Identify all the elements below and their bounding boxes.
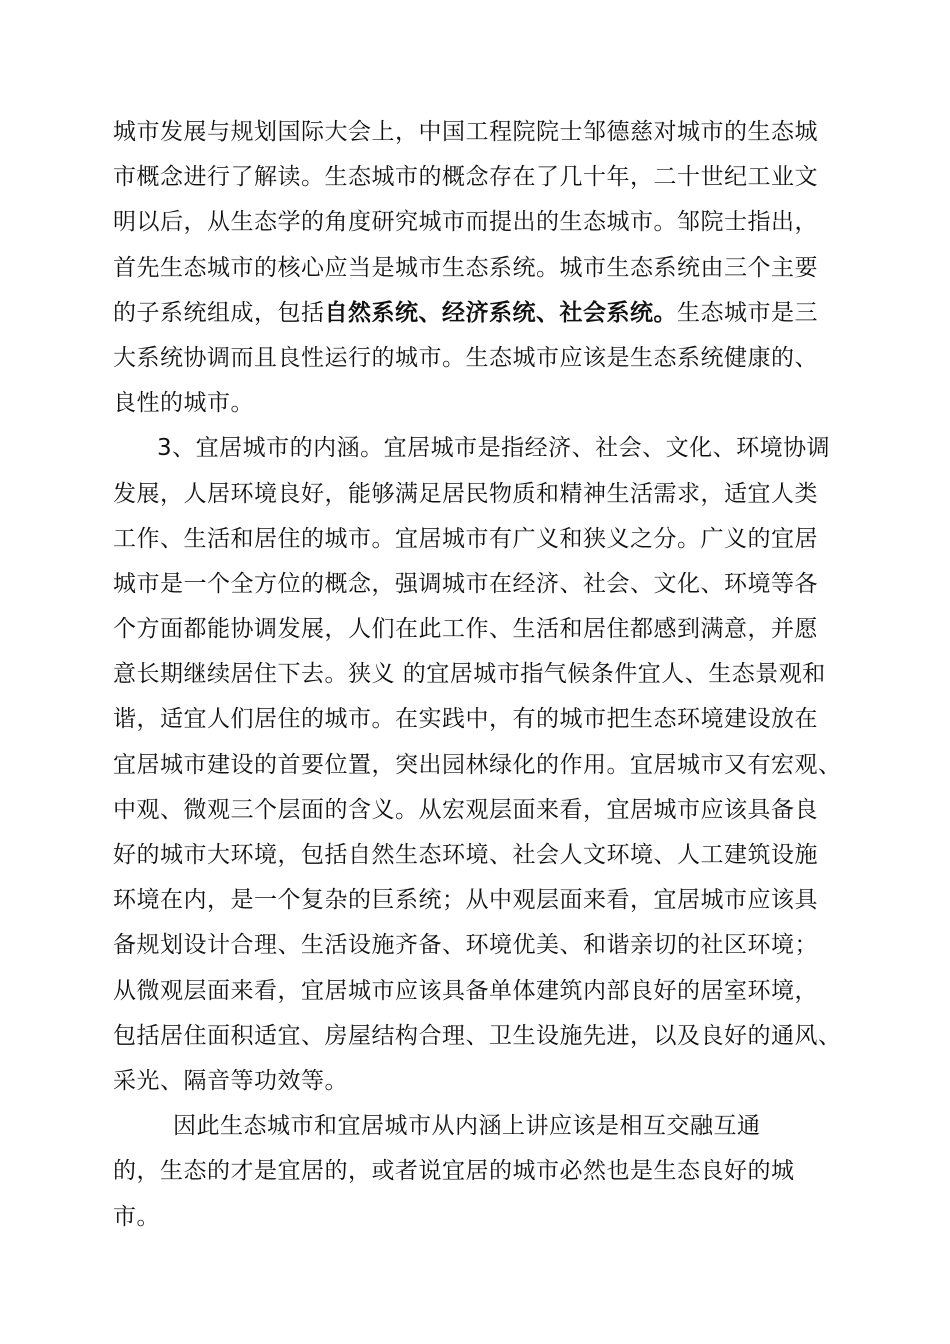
document-body xyxy=(113,110,843,1240)
text-line: 大系统协调而且良性运行的城市。生态城市应该是生态系统健康的、 xyxy=(113,344,818,371)
text-line: 意长期继续居住下去。狭义 的宜居城市指气候条件宜人、生态景观和 xyxy=(113,661,826,688)
text-segment: 的子系统组成，包括 xyxy=(113,299,325,326)
text-line: 良性的城市。 xyxy=(113,390,254,417)
paragraph-livable-city xyxy=(113,426,843,1104)
text-line: 城市是一个全方位的概念，强调城市在经济、社会、文化、环境等各 xyxy=(113,570,818,597)
text-line: 好的城市大环境，包括自然生态环境、社会人文环境、人工建筑设施 xyxy=(113,842,818,868)
text-line: 工作、生活和居住的城市。宜居城市有广义和狭义之分。广义的宜居 xyxy=(113,525,818,552)
text-line: 发展，人居环境良好，能够满足居民物质和精神生活需求，适宜人类 xyxy=(113,480,818,507)
paragraph-ecological-city xyxy=(113,110,843,426)
text-line: 中观、微观三个层面的含义。从宏观层面来看，宜居城市应该具备良 xyxy=(113,796,818,823)
text-line: 包括居住面积适宜、房屋结构合理、卫生设施先进，以及良好的通风、 xyxy=(113,1022,842,1049)
text-line: 采光、隔音等功效等。 xyxy=(113,1067,348,1094)
text-line: 谐，适宜人们居住的城市。在实践中，有的城市把生态环境建设放在 xyxy=(113,706,818,733)
text-line: 明以后，从生态学的角度研究城市而提出的生态城市。邹院士指出， xyxy=(113,209,818,236)
text-line xyxy=(113,291,843,336)
paragraph-conclusion xyxy=(113,1104,843,1240)
bold-text-segment: 自然系统、经济系统、社会系统。 xyxy=(324,299,677,326)
text-line: 备规划设计合理、生活设施齐备、环境优美、和谐亲切的社区环境； xyxy=(113,932,818,959)
text-line: 市。 xyxy=(113,1203,160,1230)
text-line: 个方面都能协调发展，人们在此工作、生活和居住都感到满意，并愿 xyxy=(113,616,818,643)
text-line: 3、宜居城市的内涵。宜居城市是指经济、社会、文化、环境协调 xyxy=(157,435,831,462)
text-line: 市概念进行了解读。生态城市的概念存在了几十年，二十世纪工业文 xyxy=(113,164,818,191)
text-segment: 生态城市是三 xyxy=(677,299,818,326)
text-line: 城市发展与规划国际大会上，中国工程院院士邹德慈对城市的生态城 xyxy=(113,119,818,145)
text-line: 首先生态城市的核心应当是城市生态系统。城市生态系统由三个主要 xyxy=(113,254,818,281)
text-line: 环境在内，是一个复杂的巨系统；从中观层面来看，宜居城市应该具 xyxy=(113,887,818,914)
text-line: 因此生态城市和宜居城市从内涵上讲应该是相互交融互通 xyxy=(173,1113,761,1140)
text-line: 宜居城市建设的首要位置，突出园林绿化的作用。宜居城市又有宏观、 xyxy=(113,751,842,778)
text-line: 的，生态的才是宜居的，或者说宜居的城市必然也是生态良好的城 xyxy=(113,1158,795,1185)
text-line: 从微观层面来看，宜居城市应该具备单体建筑内部良好的居室环境， xyxy=(113,977,818,1004)
